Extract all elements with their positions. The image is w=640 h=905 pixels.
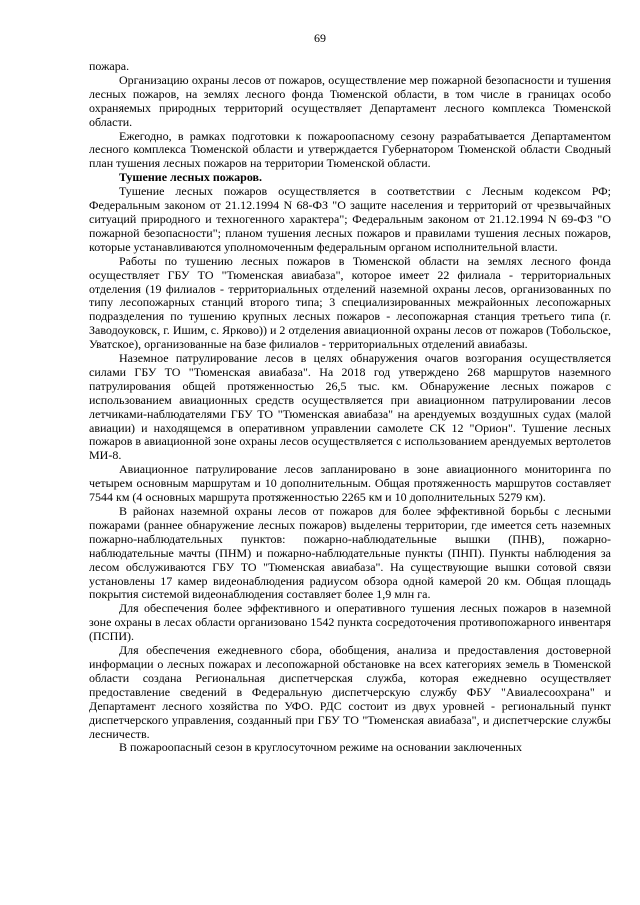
- document-body: [89, 60, 611, 755]
- section-heading: Тушение лесных пожаров.: [119, 170, 263, 185]
- paragraph: Для обеспечения ежедневного сбора, обобщения, анализа и предоставления достоверной информации о лесных пожарах и лесопожарной обстановке на всех категориях земель в Тюменской области создана Региональная диспетчерская служба, которая ежедневно осуществляет предоставление сведений в Федеральную диспетчерскую службу ФБУ "Авиалесоохрана" и Департамент лесного хозяйства по УФО. РДС состоит из двух уровней - региональный пункт диспетчерского управления, созданный при ГБУ ТО "Тюменская авиабаза", и диспетчерские службы лесничеств.: [89, 643, 611, 741]
- paragraph: Авиационное патрулирование лесов запланировано в зоне авиационного мониторинга по четырем основным маршрутам и 10 дополнительным. Общая протяженность маршрутов составляет 7544 км (4 основных маршрута протяженностью 2265 км и 10 дополнительных 5279 км).: [89, 462, 611, 505]
- paragraph: Наземное патрулирование лесов в целях обнаружения очагов возгорания осуществляется силами ГБУ ТО "Тюменская авиабаза". На 2018 год утверждено 268 маршрутов наземного патрулирования общей протяженностью 26,5 тыс. км. Обнаружение лесных пожаров с использованием авиационных средств осуществляется при авиационном патрулировании лесов летчиками-наблюдателями ГБУ ТО "Тюменская авиабаза" на арендуемых воздушных судах (малой авиации) и находящемся в оперативном управлении самолете СК 12 "Орион". Тушение лесных пожаров в авиационной зоне охраны лесов осуществляется с использованием арендуемых вертолетов МИ-8.: [89, 351, 611, 463]
- paragraph: Для обеспечения более эффективного и оперативного тушения лесных пожаров в наземной зоне охраны в лесах области организовано 1542 пункта сосредоточения противопожарного инвентаря (ПСПИ).: [89, 601, 611, 644]
- page-number: 69: [314, 31, 326, 45]
- paragraph-continuation: пожара.: [89, 59, 130, 73]
- paragraph: В пожароопасный сезон в круглосуточном режиме на основании заключенных: [119, 740, 522, 755]
- paragraph: Организацию охраны лесов от пожаров, осуществление мер пожарной безопасности и тушения лесных пожаров, на землях лесного фонда Тюменской области, в том числе в границах особо охраняемых природных территорий осуществляет Департамент лесного комплекса Тюменской области.: [89, 72, 611, 129]
- paragraph: Работы по тушению лесных пожаров в Тюменской области на землях лесного фонда осуществляет ГБУ ТО "Тюменская авиабаза", которое имеет 22 филиала - территориальных отделения (19 филиалов - территориальных отделений наземной охраны лесов, организованных по типу лесопожарных станций второго типа; 3 специализированных межрайонных лесопожарных подразделения по тушению крупных лесных пожаров - лесопожарная станция третьего типа (г. Заводоуковск, г. Ишим, с. Ярково)) и 2 отделения авиационной охраны лесов от пожаров (Тобольское, Уватское), организованные на базе филиалов - территориальных отделений авиабазы.: [89, 253, 611, 352]
- paragraph: В районах наземной охраны лесов от пожаров для более эффективной борьбы с лесными пожарами (раннее обнаружение лесных пожаров) выделены территории, где имеется сеть наземных пожарно-наблюдательных пунктов: пожарно-наблюдательные вышки (ПНВ), пожарно-наблюдательные мачты (ПНМ) и пожарно-наблюдательные пункты (ПНП). Пункты наблюдения за лесом обслуживаются ГБУ ТО "Тюменская авиабаза". На существующие вышки сотовой связи установлены 17 камер видеонаблюдения радиусом обзора одной камерой 20 км. Общая площадь покрытия системой видеонаблюдения составляет более 1,9 млн га.: [89, 504, 611, 602]
- paragraph: Тушение лесных пожаров осуществляется в соответствии с Лесным кодексом РФ; Федеральным законом от 21.12.1994 N 68-ФЗ "О защите населения и территорий от чрезвычайных ситуаций природного и техногенного характера"; Федеральным законом от 21.12.1994 N 69-ФЗ "О пожарной безопасности"; планом тушения лесных пожаров и правилами тушения лесных пожаров, которые устанавливаются уполномоченным федеральным органом исполнительной власти.: [89, 184, 611, 254]
- paragraph: Ежегодно, в рамках подготовки к пожароопасному сезону разрабатывается Департаментом лесного комплекса Тюменской области и утверждается Губернатором Тюменской области Сводный план тушения лесных пожаров на территории Тюменской области.: [89, 128, 611, 171]
